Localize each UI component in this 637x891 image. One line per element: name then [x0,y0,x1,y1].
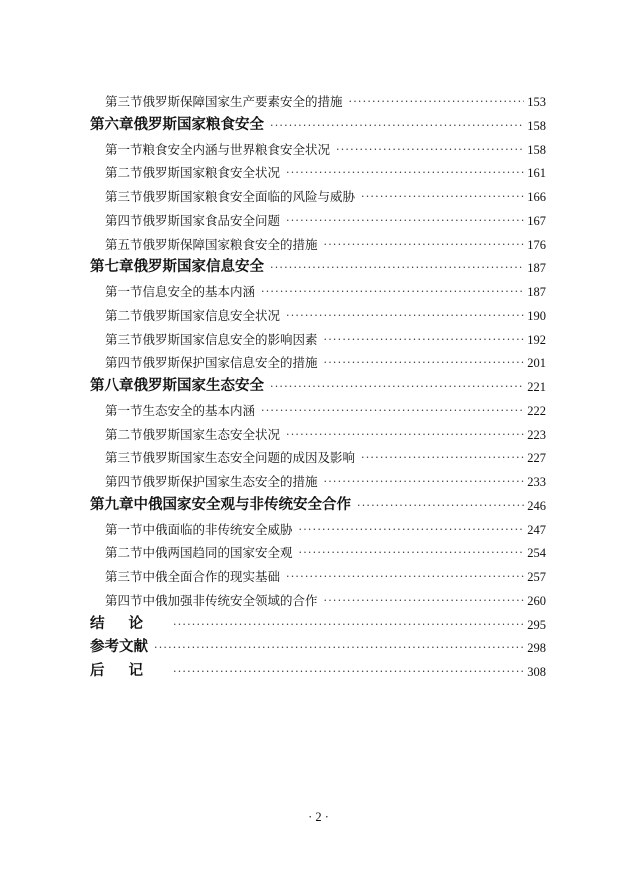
toc-chapter-entry [90,492,546,514]
toc-entry-title: 俄罗斯保护国家信息安全的措施 [142,355,318,371]
toc-dot-leader [336,143,524,158]
toc-entry-title: 后记 [90,662,167,679]
toc-section-entry [90,539,546,561]
toc-section-entry [90,278,546,300]
toc-entry-title: 粮食安全内涵与世界粮食安全状况 [142,141,331,157]
toc-page-number: 161 [527,166,546,181]
toc-entry-number: 第一节 [105,284,143,299]
toc-entry-title: 俄罗斯国家生态安全问题的成因及影响 [142,450,356,466]
toc-page-number: 221 [527,380,546,394]
toc-entry-number: 第九章 [90,495,134,513]
toc-entry-number: 第三节 [105,450,143,466]
toc-dot-leader [324,475,525,490]
toc-page-number: 254 [527,546,546,561]
toc-page-number: 167 [527,213,546,228]
toc-page-number: 223 [527,427,546,442]
toc-entry-number: 第一节 [105,141,143,157]
toc-dot-leader [357,499,524,514]
toc-entry-title: 俄罗斯国家粮食安全状况 [142,165,281,181]
toc-page-number: 257 [527,570,546,584]
toc-section-entry [90,136,546,158]
toc-entry-number: 第二节 [105,307,143,323]
toc-entry-title: 俄罗斯国家信息安全的影响因素 [142,331,318,347]
toc-page-number: 227 [527,451,546,466]
toc-section-entry [90,421,546,443]
toc-page-number: 246 [527,498,546,513]
toc-dot-leader [154,641,524,656]
toc-page-number: 158 [527,142,546,157]
toc-back-matter-entry [90,634,546,656]
toc-page-number: 222 [527,403,546,418]
toc-entry-title: 俄罗斯保障国家生产要素安全的措施 [142,94,343,109]
toc-dot-leader [261,404,524,419]
toc-page-number: 187 [527,261,546,276]
toc-entry-number: 第五节 [105,236,143,252]
toc-chapter-entry [90,112,546,134]
toc-page-number: 153 [527,95,546,109]
toc-entry-title: 俄罗斯国家信息安全状况 [142,307,281,323]
toc-dot-leader [286,309,524,324]
toc-entry-number: 第八章 [90,377,134,394]
toc-dot-leader [286,570,524,585]
toc-entry-title: 俄罗斯国家粮食安全 [133,115,264,133]
toc-page-number: 295 [527,617,546,632]
toc-entry-number: 第三节 [105,94,143,109]
toc-section-entry [90,587,546,609]
toc-back-matter-entry [90,611,546,633]
toc-entry-number: 第四节 [105,212,143,228]
toc-entry-number: 第三节 [105,569,143,584]
toc-dot-leader [361,190,524,205]
toc-section-entry [90,326,546,348]
toc-section-entry [90,183,546,205]
toc-dot-leader [361,451,524,466]
toc-entry-title: 中俄国家安全观与非传统安全合作 [133,495,351,513]
toc-page-number: 190 [527,308,546,323]
toc-chapter-entry [90,254,546,276]
toc-entry-title: 中俄两国趋同的国家安全观 [142,545,293,561]
toc-section-entry [90,88,546,110]
toc-entry-title: 俄罗斯保障国家粮食安全的措施 [142,236,318,252]
toc-entry-title: 生态安全的基本内涵 [142,402,256,418]
toc-section-entry [90,349,546,371]
toc-entry-number: 第三节 [105,331,143,347]
toc-entry-title: 俄罗斯国家食品安全问题 [142,212,281,228]
toc-dot-leader [299,523,525,538]
toc-entry-number: 第四节 [105,474,143,489]
toc-dot-leader [299,546,525,561]
toc-section-entry [90,397,546,419]
toc-entry-number: 第一节 [105,402,143,418]
toc-page-number: 260 [527,593,546,608]
toc-entry-number: 第二节 [105,426,143,442]
toc-dot-leader [261,285,524,300]
toc-section-entry [90,563,546,585]
toc-dot-leader [270,380,524,395]
toc-section-entry [90,516,546,538]
toc-section-entry [90,302,546,324]
toc-page-number: 166 [527,190,546,204]
toc-back-matter-entry [90,658,546,680]
toc-page-number: 158 [527,118,546,133]
toc-entry-title: 信息安全的基本内涵 [142,284,256,299]
toc-page-number: 192 [527,332,546,347]
toc-entry-number: 第四节 [105,355,143,371]
toc-entry-title: 结论 [90,614,167,632]
toc-dot-leader [173,618,524,633]
toc-entry-number: 第一节 [105,521,143,537]
toc-dot-leader [324,333,525,348]
toc-dot-leader [286,166,524,181]
toc-entry-title: 中俄加强非传统安全领域的合作 [142,592,318,608]
toc-dot-leader [324,238,525,253]
toc-entry-title: 参考文献 [90,638,148,656]
toc-page-number: 233 [527,475,546,489]
toc-entry-title: 俄罗斯国家生态安全 [133,377,264,394]
toc-entry-title: 中俄全面合作的现实基础 [142,569,281,584]
toc-entry-number: 第二节 [105,545,143,561]
toc-dot-leader [173,665,524,680]
toc-dot-leader [286,428,524,443]
toc-dot-leader [324,356,525,371]
toc-section-entry [90,468,546,490]
toc-section-entry [90,231,546,253]
toc-page-number: 298 [527,641,546,656]
toc-entry-title: 俄罗斯国家粮食安全面临的风险与威胁 [142,189,356,204]
toc-page-number: 176 [527,237,546,252]
toc-entry-title: 俄罗斯国家生态安全状况 [142,426,281,442]
toc-section-entry [90,444,546,466]
toc-entry-number: 第二节 [105,165,143,181]
toc-entry-number: 第六章 [90,115,134,133]
toc-page-number: 187 [527,285,546,299]
page-number: · 2 · [308,810,329,824]
toc-dot-leader [286,214,524,229]
toc-section-entry [90,159,546,181]
toc-page-number: 308 [527,665,546,679]
toc-entry-number: 第三节 [105,189,143,204]
toc-section-entry [90,207,546,229]
toc-dot-leader [349,95,525,110]
toc-dot-leader [270,119,524,134]
toc-dot-leader [270,261,524,276]
toc-entry-number: 第四节 [105,592,143,608]
toc-entry-number: 第七章 [90,258,134,276]
toc-entry-title: 中俄面临的非传统安全威胁 [142,521,293,537]
toc-page-number: 247 [527,522,546,537]
toc-chapter-entry [90,373,546,395]
toc-page-number: 201 [527,356,546,371]
toc-dot-leader [324,594,525,609]
toc-entry-title: 俄罗斯国家信息安全 [133,258,264,276]
toc-entry-title: 俄罗斯保护国家生态安全的措施 [142,474,318,489]
